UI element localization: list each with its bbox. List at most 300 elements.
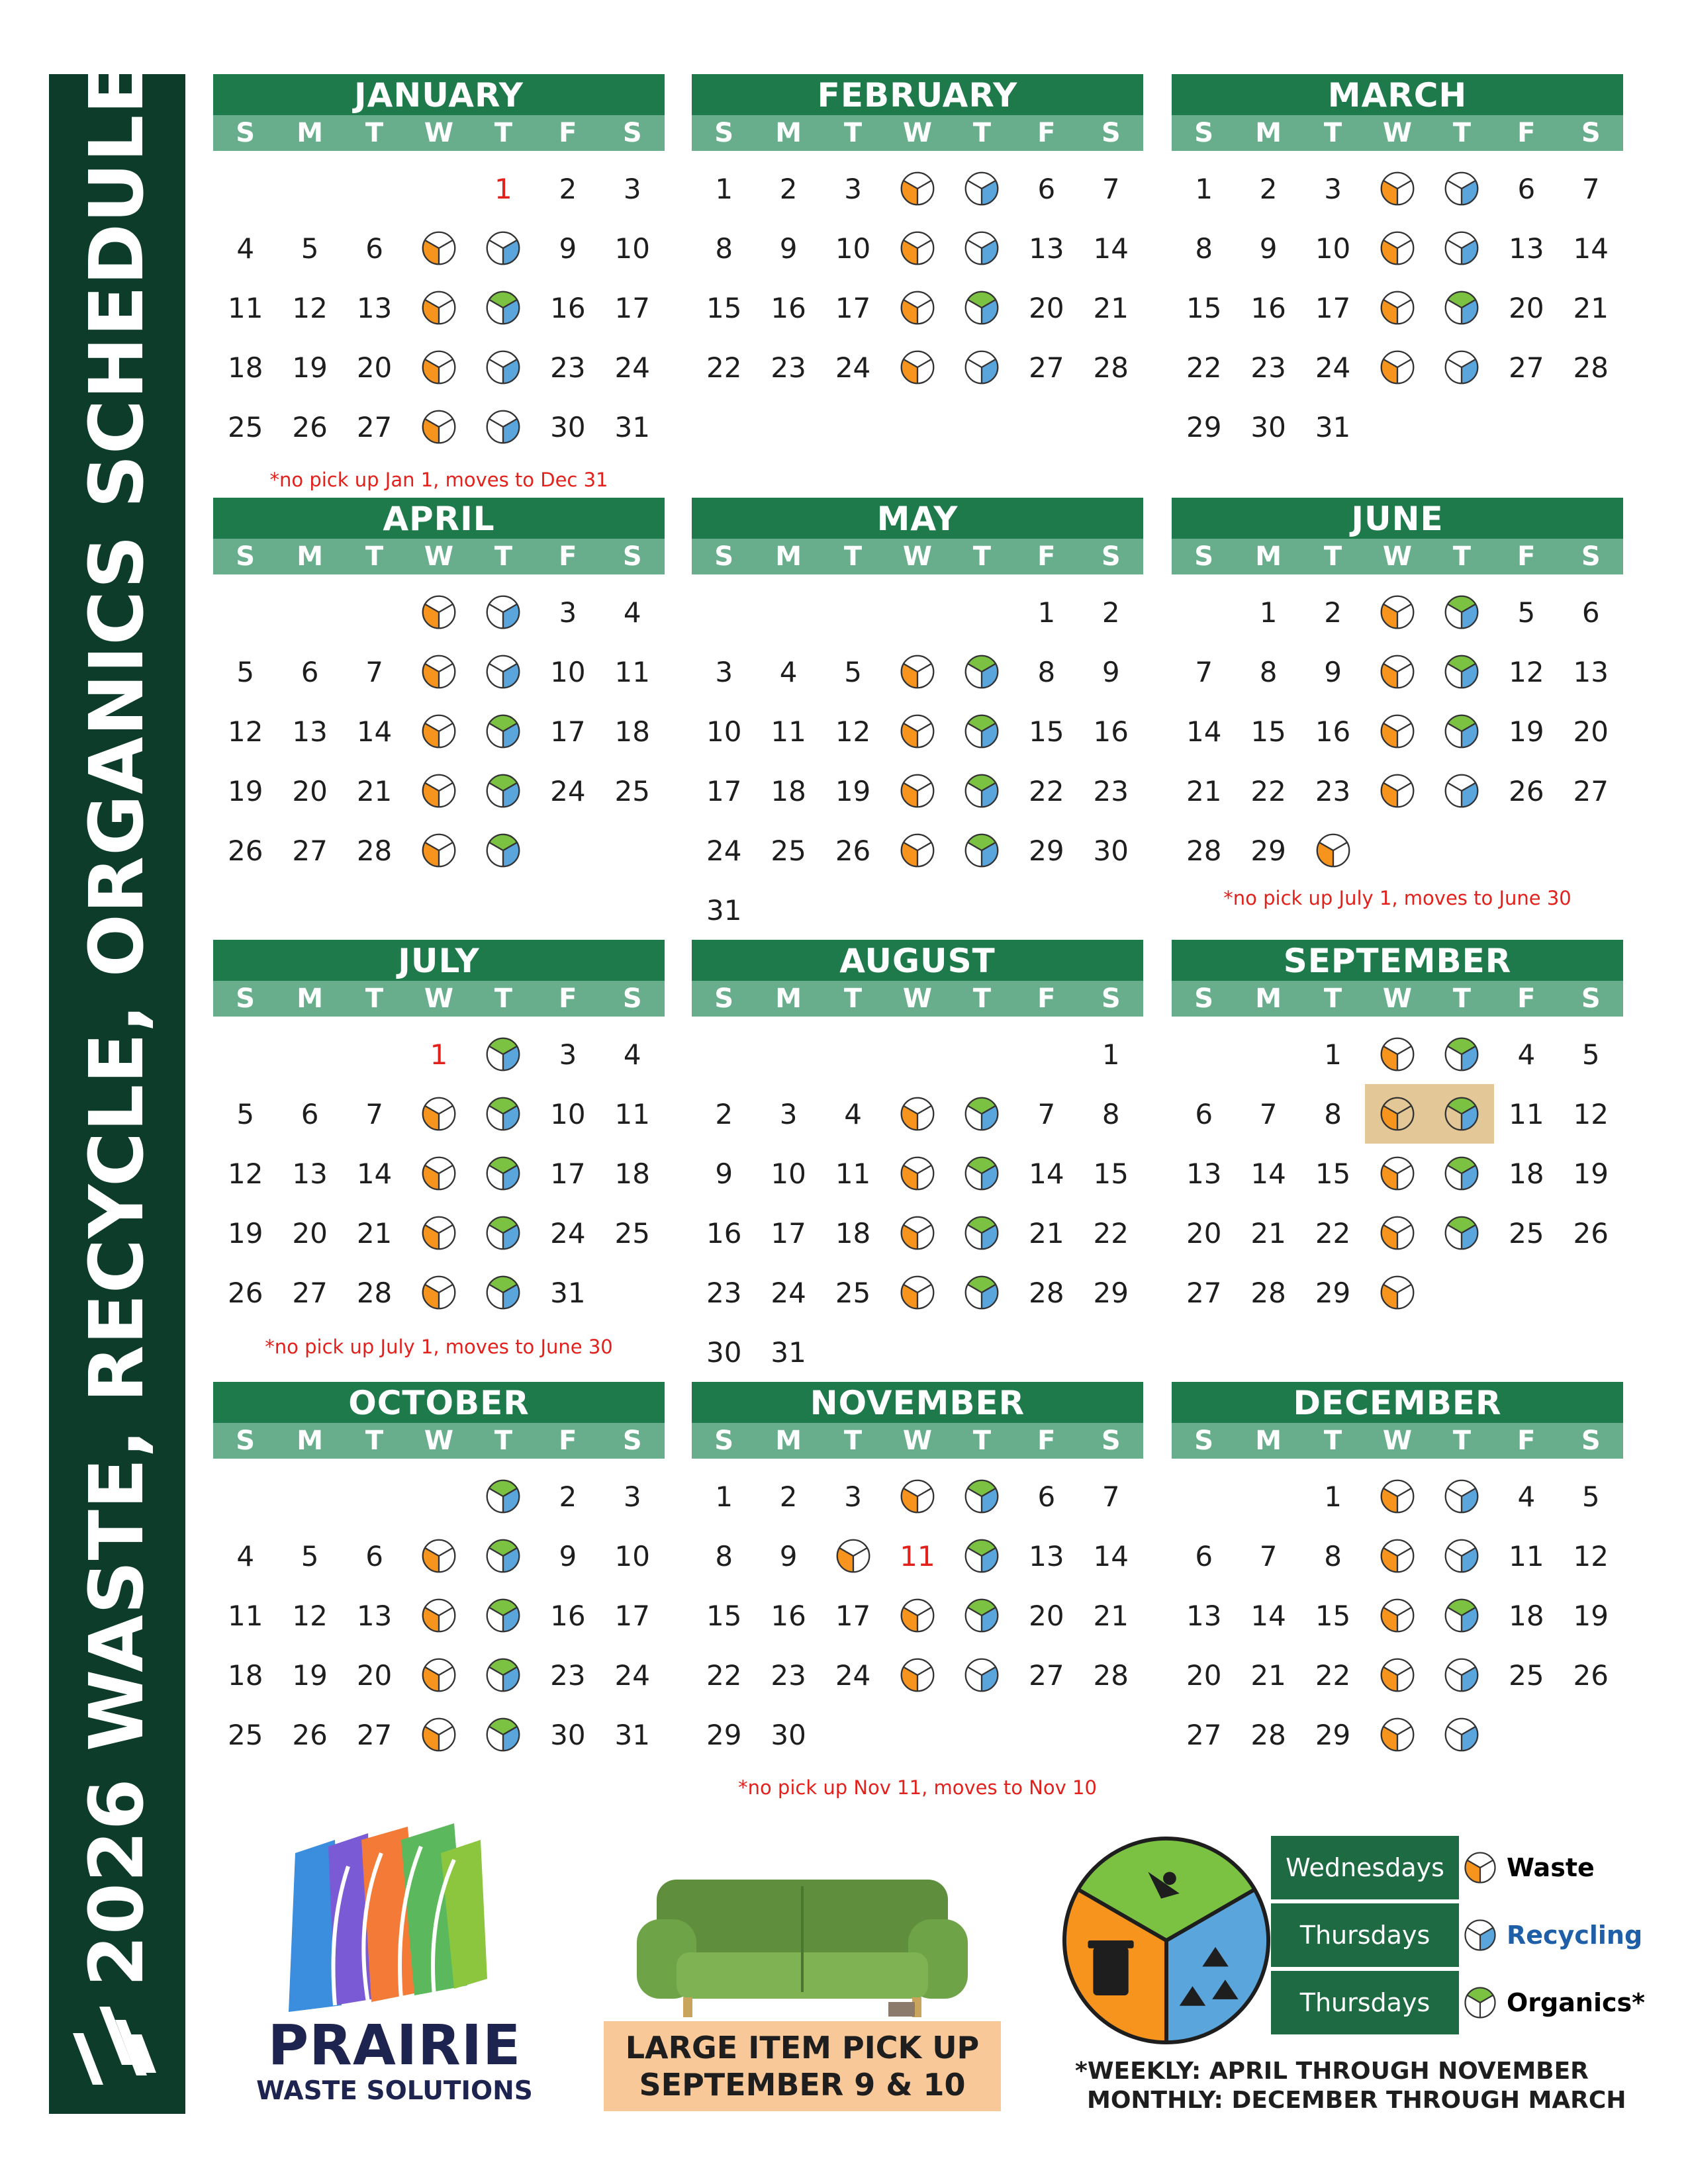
organics-pie-icon (485, 1214, 522, 1251)
day-cell: 19 (292, 1659, 328, 1692)
weekday-letter: T (365, 541, 384, 572)
day-cell (885, 338, 949, 397)
day-cell: 16 (1093, 715, 1129, 748)
day-cell: 13 (1186, 1599, 1222, 1632)
empty-cell (342, 159, 406, 218)
weekday-letter: F (1037, 983, 1056, 1014)
recycling-pie-icon (963, 170, 1000, 207)
weekday-letter: T (843, 983, 863, 1014)
waste-pie-icon (420, 1716, 457, 1753)
day-cell (471, 1526, 536, 1586)
day-cell (471, 1084, 536, 1144)
day-grid (213, 1467, 665, 1764)
day-cell: 31 (614, 410, 650, 443)
day-cell: 24 (550, 1216, 586, 1250)
day-cell (950, 761, 1014, 821)
day-cell: 5 (236, 655, 255, 688)
day-cell: 26 (292, 410, 328, 443)
day-cell: 17 (1315, 291, 1351, 324)
month-february (692, 74, 1143, 498)
weekday-header (213, 981, 665, 1017)
day-cell (471, 761, 536, 821)
day-cell: 5 (1517, 596, 1536, 629)
day-cell (950, 218, 1014, 278)
day-cell (471, 702, 536, 761)
weekday-letter: S (622, 118, 642, 148)
month-november (692, 1382, 1143, 1805)
day-cell: 13 (356, 291, 393, 324)
empty-cell (213, 159, 277, 218)
month-title: JANUARY (213, 74, 665, 115)
weekday-letter: S (236, 541, 256, 572)
organics-pie-icon (485, 1274, 522, 1311)
day-cell: 15 (1029, 715, 1064, 748)
day-cell: 4 (1517, 1480, 1536, 1513)
day-cell: 26 (1573, 1659, 1609, 1692)
day-cell: 29 (706, 1718, 742, 1751)
waste-pie-icon (835, 1537, 872, 1574)
day-cell: 18 (1509, 1157, 1544, 1190)
day-cell: 15 (1315, 1599, 1351, 1632)
day-cell (885, 1144, 949, 1203)
day-cell: 6 (365, 1539, 383, 1572)
legend-recycling-label: Recycling (1507, 1921, 1643, 1950)
day-cell: 16 (771, 1599, 806, 1632)
day-cell: 3 (559, 1038, 577, 1071)
day-cell (406, 1526, 471, 1586)
day-cell: 29 (1250, 834, 1286, 867)
recycling-pie-icon (963, 230, 1000, 267)
month-note: *no pick up July 1, moves to June 30 (265, 1336, 613, 1358)
day-cell: 3 (844, 1480, 862, 1513)
organics-pie-icon (1443, 1597, 1480, 1634)
weekday-letter: T (1323, 1426, 1342, 1456)
day-cell: 23 (771, 351, 806, 384)
weekday-letter: S (1194, 118, 1214, 148)
empty-cell (1236, 1024, 1300, 1084)
weekday-letter: T (843, 118, 863, 148)
day-cell (471, 1467, 536, 1526)
day-cell: 14 (1250, 1157, 1286, 1190)
day-cell: 20 (1186, 1659, 1222, 1692)
weekday-letter: F (1037, 541, 1056, 572)
day-cell: 21 (1093, 1599, 1129, 1632)
couch-icon (637, 1866, 968, 2023)
weekday-letter: F (1517, 1426, 1536, 1456)
empty-cell (1172, 1467, 1236, 1526)
empty-cell (885, 1024, 949, 1084)
day-cell: 10 (1315, 232, 1351, 265)
day-cell: 10 (550, 655, 586, 688)
day-cell: 4 (844, 1097, 862, 1130)
legend-foot-monthly: MONTHLY: DECEMBER THROUGH MARCH (1087, 2087, 1626, 2114)
empty-cell (213, 1024, 277, 1084)
empty-cell (692, 582, 756, 642)
recycling-pie-icon (1443, 1657, 1480, 1694)
day-cell: 11 (614, 1097, 650, 1130)
day-cell: 13 (1509, 232, 1544, 265)
day-cell: 5 (301, 1539, 319, 1572)
empty-cell (821, 1024, 885, 1084)
day-grid (213, 1024, 665, 1322)
organics-pie-icon (485, 1478, 522, 1515)
weekday-header (213, 1423, 665, 1459)
empty-cell (692, 1024, 756, 1084)
weekday-letter: T (1323, 541, 1342, 572)
day-cell: 18 (227, 1659, 263, 1692)
weekday-letter: T (365, 118, 384, 148)
day-cell: 8 (715, 1539, 733, 1572)
weekday-letter: T (365, 1426, 384, 1456)
weekday-letter: M (297, 1426, 324, 1456)
day-cell (406, 278, 471, 338)
weekday-letter: F (559, 1426, 577, 1456)
waste-pie-icon (899, 349, 936, 386)
day-cell (471, 642, 536, 702)
weekday-letter: S (1194, 1426, 1214, 1456)
day-cell: 17 (706, 774, 742, 807)
waste-pie-icon (1463, 1850, 1497, 1885)
waste-pie-icon (899, 1597, 936, 1634)
day-cell: 31 (1315, 410, 1351, 443)
day-cell: 19 (1573, 1599, 1609, 1632)
day-cell: 5 (1581, 1480, 1600, 1513)
day-cell: 16 (550, 291, 586, 324)
weekday-letter: M (775, 1426, 802, 1456)
day-cell: 17 (771, 1216, 806, 1250)
day-cell: 11 (227, 1599, 263, 1632)
weekday-letter: F (559, 983, 577, 1014)
day-cell: 28 (1573, 351, 1609, 384)
day-cell: 21 (1029, 1216, 1064, 1250)
weekday-letter: W (902, 1426, 933, 1456)
day-cell: 21 (1186, 774, 1222, 807)
day-grid (692, 1467, 1143, 1764)
day-cell: 30 (1093, 834, 1129, 867)
day-grid (1172, 1024, 1623, 1322)
day-cell: 12 (227, 715, 263, 748)
day-cell: 9 (1259, 232, 1278, 265)
day-cell: 13 (1029, 232, 1064, 265)
day-cell: 11 (1509, 1097, 1544, 1130)
day-cell: 6 (1581, 596, 1600, 629)
day-cell: 24 (614, 1659, 650, 1692)
organics-pie-icon (485, 1155, 522, 1192)
organics-pie-icon (485, 1597, 522, 1634)
day-cell (1365, 761, 1429, 821)
day-cell (885, 821, 949, 880)
day-cell: 29 (1315, 1718, 1351, 1751)
month-may (692, 498, 1143, 927)
legend-waste (1463, 1836, 1595, 1899)
waste-pie-icon (1379, 653, 1416, 690)
day-cell (471, 338, 536, 397)
weekday-letter: T (972, 541, 992, 572)
day-cell (406, 1705, 471, 1764)
month-october (213, 1382, 665, 1805)
day-cell: 27 (1573, 774, 1609, 807)
day-cell: 31 (706, 893, 742, 927)
day-cell: 1 (1195, 172, 1213, 205)
day-cell: 17 (550, 1157, 586, 1190)
organics-pie-icon (1443, 1155, 1480, 1192)
empty-cell (821, 582, 885, 642)
weekday-letter: F (1037, 1426, 1056, 1456)
recycling-pie-icon (1443, 170, 1480, 207)
empty-cell (885, 582, 949, 642)
weekday-letter: F (559, 541, 577, 572)
month-note: *no pick up July 1, moves to June 30 (1223, 887, 1571, 909)
day-cell: 12 (292, 1599, 328, 1632)
waste-pie-icon (899, 1214, 936, 1251)
day-cell (406, 1645, 471, 1705)
weekday-letter: M (297, 118, 324, 148)
legend-organics-label: Organics* (1507, 1988, 1645, 2017)
day-cell: 19 (1509, 715, 1544, 748)
sidebar (49, 63, 185, 2114)
day-cell: 1 (1324, 1480, 1342, 1513)
day-cell (471, 397, 536, 457)
empty-cell (756, 1024, 820, 1084)
month-title: MAY (692, 498, 1143, 539)
empty-cell (277, 1024, 342, 1084)
waste-pie-icon (1379, 594, 1416, 631)
large-item-dates: SEPTEMBER 9 & 10 (639, 2067, 966, 2103)
day-cell: 15 (1315, 1157, 1351, 1190)
organics-pie-icon (963, 289, 1000, 326)
day-cell: 22 (1186, 351, 1222, 384)
waste-pie-icon (899, 772, 936, 809)
day-cell: 10 (835, 232, 871, 265)
day-grid (213, 159, 665, 457)
day-cell (1430, 702, 1494, 761)
day-grid (692, 582, 1143, 940)
weekday-letter: S (622, 1426, 642, 1456)
day-cell (1430, 1024, 1494, 1084)
organics-pie-icon (963, 772, 1000, 809)
day-cell: 24 (1315, 351, 1351, 384)
day-cell (950, 159, 1014, 218)
day-cell: 2 (559, 172, 577, 205)
weekday-letter: S (622, 983, 642, 1014)
day-cell: 3 (779, 1097, 798, 1130)
day-cell (1365, 1526, 1429, 1586)
day-cell: 24 (835, 351, 871, 384)
weekday-letter: M (297, 541, 324, 572)
organics-pie-icon (963, 1095, 1000, 1132)
weekday-letter: S (1581, 983, 1601, 1014)
organics-pie-icon (1443, 1214, 1480, 1251)
day-cell: 7 (1259, 1539, 1278, 1572)
day-cell: 8 (715, 232, 733, 265)
day-cell: 3 (715, 655, 733, 688)
waste-pie-icon (899, 289, 936, 326)
day-cell: 7 (365, 655, 383, 688)
day-grid (692, 159, 1143, 397)
weekday-letter: W (1382, 983, 1413, 1014)
day-cell: 25 (227, 1718, 263, 1751)
day-cell: 12 (292, 291, 328, 324)
day-grid (213, 582, 665, 880)
day-cell: 22 (1093, 1216, 1129, 1250)
organics-pie-icon (963, 1597, 1000, 1634)
day-cell: 1 (715, 1480, 733, 1513)
day-cell: 9 (559, 232, 577, 265)
day-cell: 6 (301, 1097, 319, 1130)
weekday-letter: S (622, 541, 642, 572)
day-cell (406, 1263, 471, 1322)
day-cell: 18 (771, 774, 806, 807)
weekday-letter: W (424, 118, 454, 148)
waste-pie-icon (420, 772, 457, 809)
day-cell: 25 (614, 1216, 650, 1250)
waste-pie-icon (420, 1095, 457, 1132)
brand-mark-icon (73, 2007, 156, 2093)
weekday-header (1172, 539, 1623, 574)
empty-cell (1014, 1024, 1078, 1084)
day-cell: 5 (844, 655, 862, 688)
day-grid (1172, 159, 1623, 457)
day-cell (471, 1645, 536, 1705)
day-cell: 6 (365, 232, 383, 265)
day-cell (1430, 1467, 1494, 1526)
waste-pie-icon (899, 1478, 936, 1515)
weekday-letter: T (365, 983, 384, 1014)
day-cell: 26 (292, 1718, 328, 1751)
day-cell: 29 (1186, 410, 1222, 443)
day-cell: 17 (835, 291, 871, 324)
day-cell: 7 (1195, 655, 1213, 688)
day-cell: 28 (1186, 834, 1222, 867)
weekday-letter: W (902, 541, 933, 572)
day-cell (885, 1263, 949, 1322)
waste-pie-icon (1379, 1537, 1416, 1574)
day-cell (1365, 642, 1429, 702)
day-cell: 22 (1250, 774, 1286, 807)
legend-waste-label: Waste (1507, 1853, 1595, 1882)
waste-pie-icon (899, 713, 936, 750)
day-cell (885, 702, 949, 761)
day-cell: 29 (1029, 834, 1064, 867)
weekday-letter: W (424, 1426, 454, 1456)
day-cell (885, 1586, 949, 1645)
day-cell: 14 (1093, 1539, 1129, 1572)
day-cell (885, 1467, 949, 1526)
day-cell: 20 (1573, 715, 1609, 748)
weekday-letter: W (424, 541, 454, 572)
day-cell: 15 (706, 291, 742, 324)
day-cell: 23 (706, 1276, 742, 1309)
day-cell: 27 (1509, 351, 1544, 384)
day-cell (471, 821, 536, 880)
recycling-pie-icon (1443, 1478, 1480, 1515)
day-cell (1430, 761, 1494, 821)
recycling-pie-icon (485, 594, 522, 631)
legend-day-waste: Wednesdays (1271, 1836, 1459, 1899)
empty-cell (342, 1467, 406, 1526)
day-cell: 3 (623, 1480, 641, 1513)
day-cell: 19 (227, 1216, 263, 1250)
waste-pie-icon (420, 1597, 457, 1634)
day-cell: 1 (1102, 1038, 1120, 1071)
day-cell: 15 (706, 1599, 742, 1632)
day-cell: 9 (1324, 655, 1342, 688)
day-cell (1430, 1084, 1494, 1144)
waste-pie-icon (420, 594, 457, 631)
waste-pie-icon (420, 653, 457, 690)
day-cell (471, 1705, 536, 1764)
day-cell: 28 (1029, 1276, 1064, 1309)
day-cell: 14 (1093, 232, 1129, 265)
day-cell: 18 (835, 1216, 871, 1250)
waste-pie-icon (899, 1155, 936, 1192)
weekday-header (692, 115, 1143, 151)
legend-day-organics: Thursdays (1271, 1971, 1459, 2034)
day-cell (1430, 1144, 1494, 1203)
weekday-letter: S (714, 983, 734, 1014)
day-cell: 30 (550, 410, 586, 443)
month-september (1172, 940, 1623, 1363)
organics-pie-icon (485, 289, 522, 326)
day-cell: 14 (1573, 232, 1609, 265)
day-cell: 11 (227, 291, 263, 324)
weekday-letter: M (1255, 1426, 1282, 1456)
month-title: DECEMBER (1172, 1382, 1623, 1423)
day-cell (471, 1263, 536, 1322)
day-cell: 8 (1102, 1097, 1120, 1130)
empty-cell (950, 582, 1014, 642)
day-cell: 4 (1517, 1038, 1536, 1071)
waste-pie-icon (1379, 1478, 1416, 1515)
waste-pie-icon (1379, 230, 1416, 267)
day-cell: 7 (1037, 1097, 1056, 1130)
day-cell (406, 702, 471, 761)
organics-pie-icon (1443, 594, 1480, 631)
day-cell: 1 (494, 172, 512, 205)
day-cell: 15 (1093, 1157, 1129, 1190)
day-cell: 25 (1509, 1216, 1544, 1250)
day-cell: 15 (1250, 715, 1286, 748)
month-title: AUGUST (692, 940, 1143, 981)
day-cell: 21 (1573, 291, 1609, 324)
day-cell (950, 338, 1014, 397)
weekday-letter: M (297, 983, 324, 1014)
day-cell: 22 (1029, 774, 1064, 807)
weekday-letter: S (1101, 1426, 1121, 1456)
waste-pie-icon (420, 713, 457, 750)
recycling-pie-icon (963, 1657, 1000, 1694)
month-note: *no pick up Nov 11, moves to Nov 10 (738, 1776, 1097, 1799)
day-cell: 1 (1259, 596, 1278, 629)
day-cell: 14 (1186, 715, 1222, 748)
day-cell: 6 (301, 655, 319, 688)
weekday-letter: W (902, 118, 933, 148)
month-title: OCTOBER (213, 1382, 665, 1423)
day-cell: 12 (1573, 1539, 1609, 1572)
day-cell (1365, 1586, 1429, 1645)
day-cell: 13 (292, 1157, 328, 1190)
recycling-pie-icon (485, 408, 522, 445)
weekday-letter: M (775, 118, 802, 148)
day-cell: 7 (1102, 172, 1120, 205)
month-january (213, 74, 665, 498)
day-cell (885, 1645, 949, 1705)
organics-pie-icon (485, 713, 522, 750)
weekday-letter: W (424, 983, 454, 1014)
day-cell: 21 (356, 774, 393, 807)
day-cell: 20 (1509, 291, 1544, 324)
weekday-letter: S (236, 118, 256, 148)
